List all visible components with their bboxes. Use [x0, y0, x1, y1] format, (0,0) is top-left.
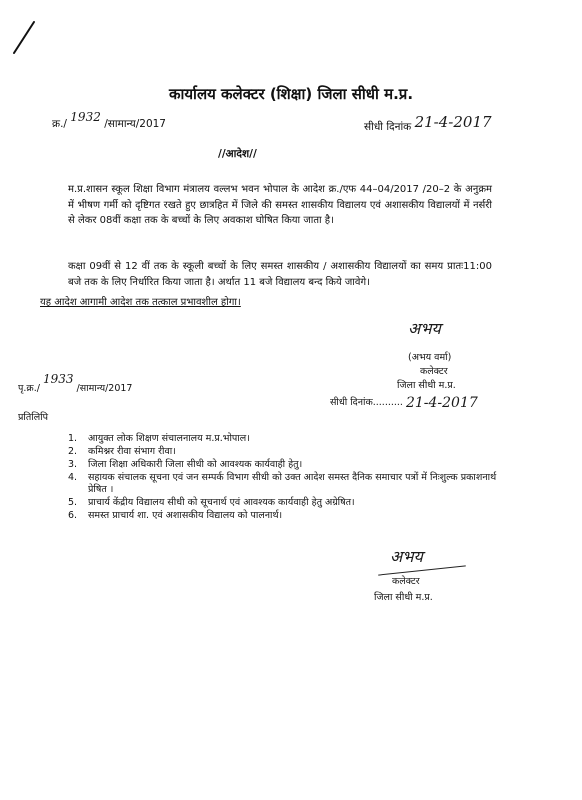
signatory-designation: कलेक्टर: [420, 366, 448, 377]
endorsement-date-label: सीधी दिनांक..........: [330, 397, 403, 408]
endorsement-ref-number: 1933: [42, 372, 74, 386]
endorsement-ref-suffix: /सामान्य/2017: [76, 383, 133, 394]
ref-prefix: क्र./: [52, 118, 67, 130]
signatory-name: (अभय वर्मा): [408, 352, 452, 363]
signature-2-designation: कलेक्टर: [392, 576, 420, 587]
list-item: 1. आयुक्त लोक शिक्षण संचालनालय म.प्र.भोपाल।: [68, 433, 250, 444]
pen-stroke-mark: [8, 20, 38, 56]
list-item: 4. सहायक संचालक सूचना एवं जन सम्पर्क विभाग सीधी को उक्त आदेश समस्त दैनिक समाचार पत्रों में निःशुल्क प्रकाशनार्थ प्रेषित ।: [68, 472, 497, 495]
endorsement-ref-line: [18, 372, 133, 394]
office-title: कार्यालय कलेक्टर (शिक्षा) जिला सीधी म.प्र.: [168, 85, 414, 103]
signature-2: अभय: [390, 547, 423, 566]
signature-2-place: जिला सीधी म.प्र.: [374, 592, 433, 603]
list-item: 5. प्राचार्य केंद्रीय विद्यालय सीधी को सूचनार्थ एवं आवश्यक कार्यवाही हेतु अग्रेषित।: [68, 497, 355, 508]
signatory-place: जिला सीधी म.प्र.: [397, 380, 456, 391]
copy-list: [68, 433, 508, 523]
ref-line: [52, 110, 166, 131]
copy-label: प्रतिलिपि: [18, 412, 49, 423]
date-label: सीधी दिनांक: [364, 121, 412, 133]
list-item: 6. समस्त प्राचार्य शा. एवं अशासकीय विद्यालय को पालनार्थ।: [68, 510, 283, 521]
order-paragraph-2: कक्षा 09वीं से 12 वीं तक के स्कूली बच्चों के लिए समस्त शासकीय / अशासकीय विद्यालयों का समय प्रातः11:00 बजे तक के लिए निर्धारित किया जाता है। अर्थात 11 बजे विद्यालय बन्द किये जावेगे।: [68, 261, 492, 288]
order-paragraph-3: यह आदेश आगामी आदेश तक तत्काल प्रभावशील होगा।: [40, 297, 241, 308]
ref-suffix: /सामान्य/2017: [104, 118, 166, 130]
ref-number-handwritten: 1932: [70, 110, 101, 124]
list-item: 2. कमिश्नर रीवा संभाग रीवा।: [68, 446, 176, 457]
date-handwritten: 21-4-2017: [414, 113, 492, 131]
endorsement-date-handwritten: 21-4-2017: [405, 395, 478, 411]
order-paragraph-1: म.प्र.शासन स्कूल शिक्षा विभाग मंत्रालय वल्लभ भवन भोपाल के आदेश क्र./एफ 44–04/2017 /20–2 के अनुक्रम में भीषण गर्मी को दृष्टिगत रखते हुए छात्रहित में जिले की समस्त शासकीय विद्यालय एवं अशासकीय विद्यालयों में नर्सरी से लेकर 08वीं कक्षा तक के बच्चों के लिए अवकाश घोषित किया जाता है।: [68, 184, 492, 226]
date-line: [364, 113, 492, 134]
list-item: 3. जिला शिक्षा अधिकारी जिला सीधी को आवश्यक कार्यवाही हेतु।: [68, 459, 303, 470]
endorsement-ref-prefix: पृ.क्र./: [18, 383, 40, 394]
signature-1: अभय: [408, 319, 441, 338]
order-heading: //आदेश//: [218, 148, 257, 160]
endorsement-date-line: [330, 393, 478, 409]
